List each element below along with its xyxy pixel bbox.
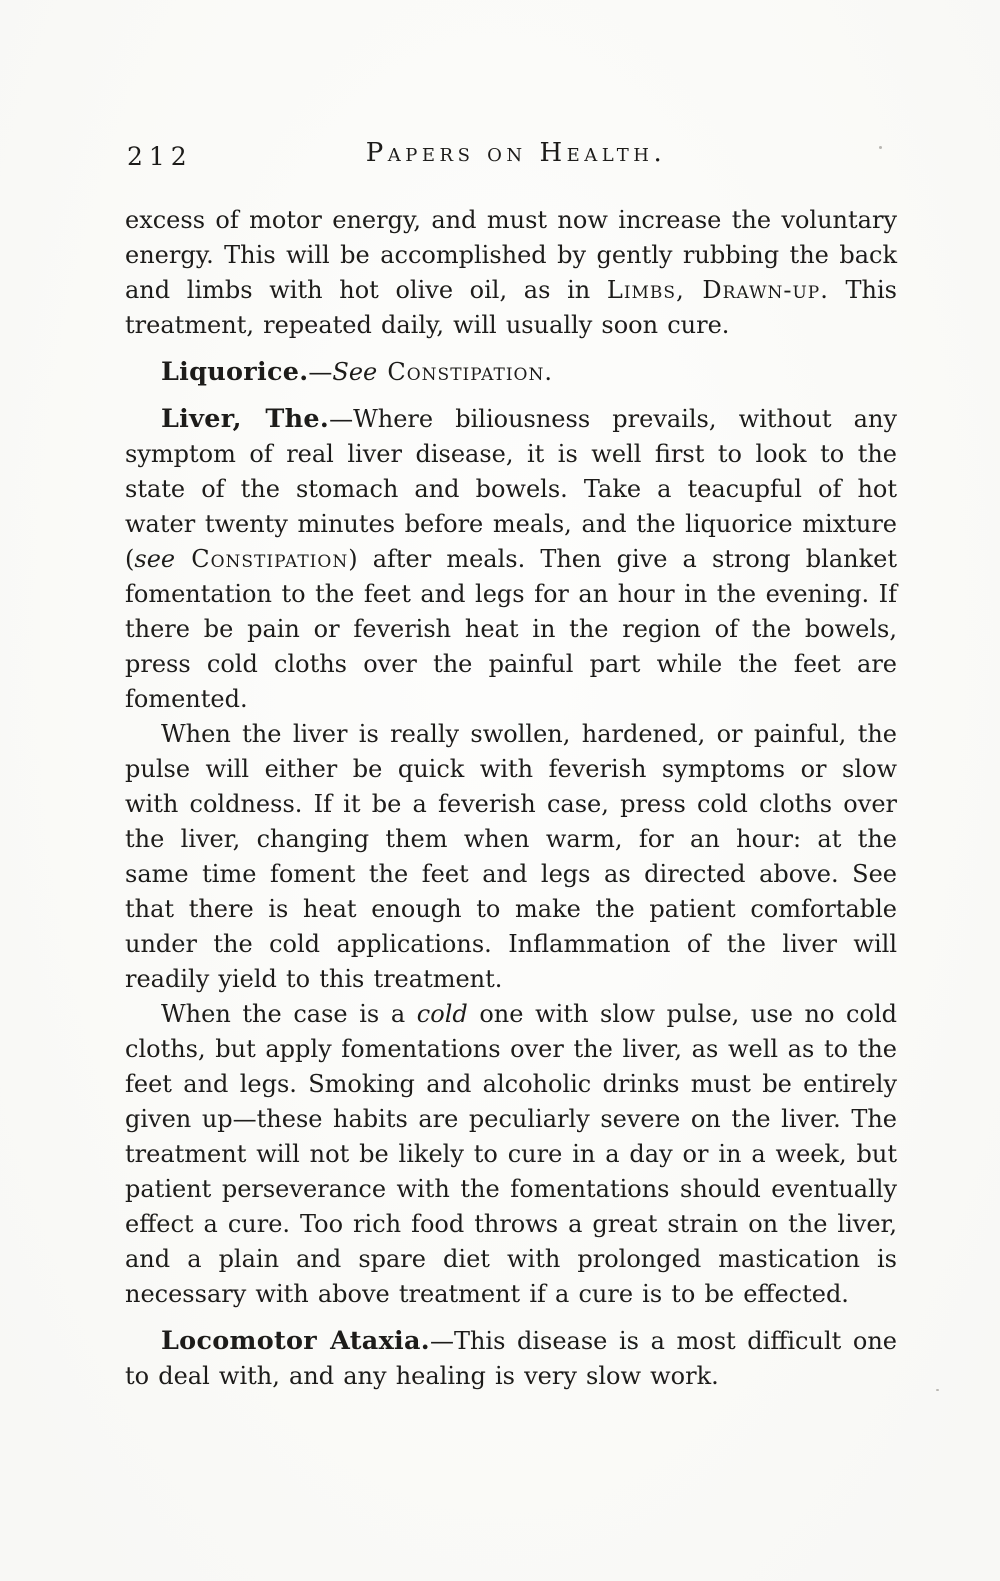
- text-run: ) after meals. Then give a strong blanket fomentation to the feet and legs for an hour in the evening. If there be pain or feverish heat in the region of the bowels, press cold cloths over the painful part while the feet are fomented.: [125, 545, 897, 713]
- entry-locomotor-ataxia: [125, 1323, 897, 1394]
- text-run: When the case is a: [161, 1000, 417, 1028]
- entry-liquorice: [125, 354, 897, 390]
- scan-speck: [879, 146, 882, 149]
- text-run: —Where biliousness prevails, without any symptom of real liver disease, it is well first to look to the state of the stomach and bowels. Take a teacupful of hot water twenty minutes before meals, and the liquorice mixture (: [125, 405, 898, 573]
- scan-speck: [936, 1389, 939, 1391]
- paragraph-liver-cold: [125, 997, 897, 1312]
- text-run: see: [134, 545, 176, 573]
- text-run: one with slow pulse, use no cold cloths, but apply fomentations over the liver, as well as to the feet and legs. Smoking and alcoholic drinks must be entirely given up—these habits are peculiarly severe on the liver. The treatment will not be likely to cure in a day or in a week, but patient perseverance with the fomentations should eventually effect a cure. Too rich food throws a great strain on the liver, and a plain and spare diet with prolonged mastication is necessary with above treatment if a cure is to be effected.: [125, 1000, 897, 1308]
- entry-heading: Liver, The.: [161, 403, 330, 433]
- entry-heading: Liquorice.: [161, 356, 309, 386]
- text-run: This treatment, repeated daily, will usually soon cure.: [125, 276, 897, 339]
- text-run: Constipation: [175, 545, 349, 573]
- paragraph-continuation: [125, 203, 897, 343]
- running-header: Papers on Health.: [365, 138, 667, 168]
- page-number: 212: [127, 142, 193, 171]
- entry-heading: Locomotor Ataxia.: [161, 1325, 430, 1355]
- text-run: Limbs, Drawn-up.: [606, 276, 829, 304]
- text-run: —: [308, 358, 333, 386]
- text-run: —This disease is a most difficult one to deal with, and any healing is very slow work.: [125, 1327, 897, 1390]
- page-body: [125, 203, 897, 1394]
- text-run: Constipation.: [377, 358, 553, 386]
- paragraph-liver-feverish: [125, 717, 897, 997]
- text-run: cold: [416, 1000, 468, 1028]
- text-run: excess of motor energy, and must now increase the voluntary energy. This will be accomplished by gently rubbing the back and limbs with hot olive oil, as in: [125, 206, 897, 304]
- page-header: [125, 138, 897, 176]
- text-run: When the liver is really swollen, hardened, or painful, the pulse will either be quick with feverish symptoms or slow with coldness. If it be a feverish case, press cold cloths over the liver, changing them when warm, for an hour: at the same time foment the feet and legs as directed above. See that there is heat enough to make the patient comfortable under the cold applications. Inflammation of the liver will readily yield to this treatment.: [125, 720, 897, 993]
- entry-liver: [125, 401, 897, 717]
- text-run: See: [332, 358, 378, 386]
